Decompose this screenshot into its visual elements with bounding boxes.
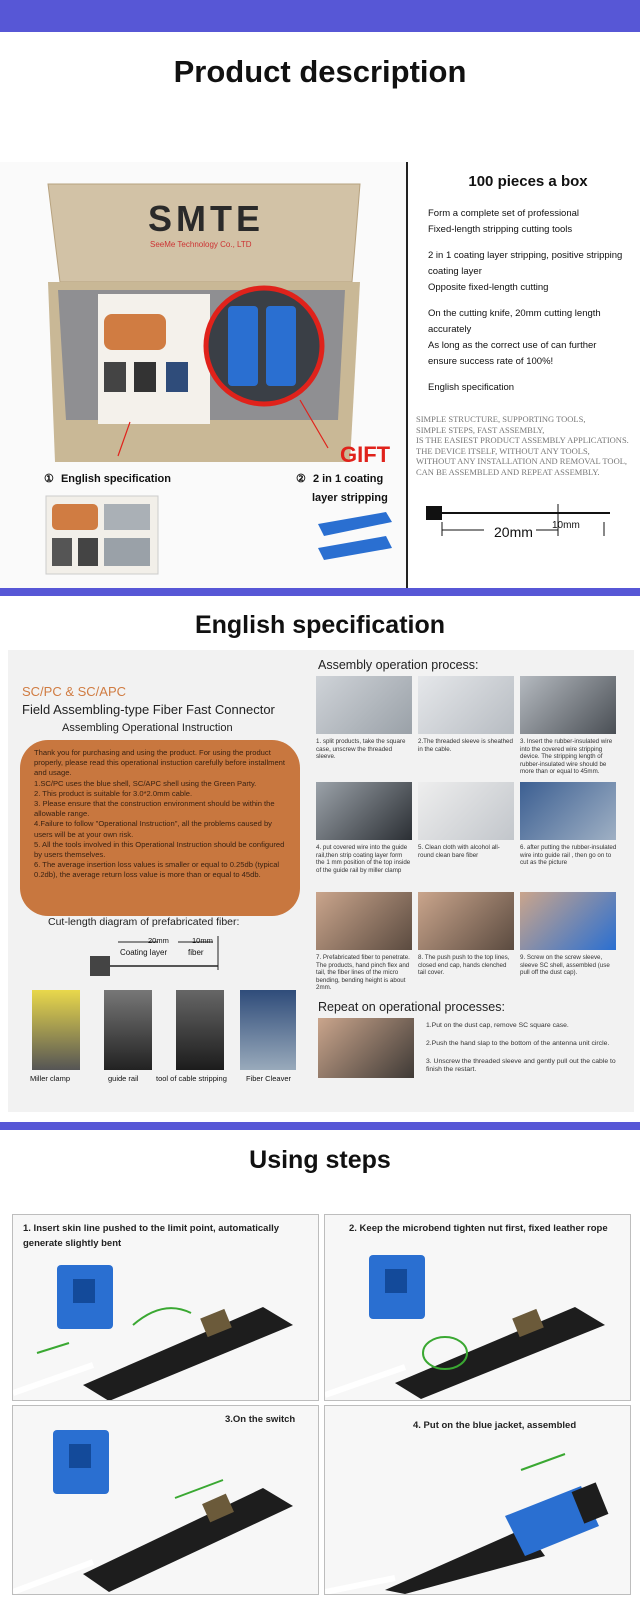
spec-line: Fixed-length stripping cutting tools bbox=[428, 224, 573, 235]
repeat-line: 3. Unscrew the threaded sleeve and gently pull out the cable to finish the restart. bbox=[426, 1058, 616, 1073]
tool-photo-fiber-cleaver bbox=[240, 990, 296, 1070]
cut-length-title: Cut-length diagram of prefabricated fiber: bbox=[48, 916, 240, 928]
step-photo-8 bbox=[418, 892, 514, 950]
step-caption: 4. put covered wire into the guide rail,then strip coating layer form the 1 mm position of the top inside of the guide rail by miller clamp bbox=[316, 844, 411, 874]
caps-line: SIMPLE STRUCTURE, SUPPORTING TOOLS, bbox=[416, 414, 586, 424]
panel-caption: 4. Put on the blue jacket, assembled bbox=[413, 1420, 577, 1431]
spec-line: On the cutting knife, 20mm cutting length accurately bbox=[428, 308, 601, 335]
cut-10mm: 10mm bbox=[192, 936, 213, 945]
section-divider-bar bbox=[0, 588, 640, 596]
intro-box bbox=[20, 740, 300, 916]
using-step-panel-1 bbox=[12, 1214, 319, 1401]
step-photo-3 bbox=[520, 676, 616, 734]
intro-line: 1.SC/PC uses the blue shell, SC/APC shell using the Green Party. bbox=[34, 778, 257, 788]
step-photo-2 bbox=[418, 676, 514, 734]
connector-illustration bbox=[325, 1215, 630, 1400]
intro-line: 3. Please ensure that the construction environment should be within the allowable range. bbox=[34, 799, 275, 819]
step-photo-1 bbox=[316, 676, 412, 734]
caps-line: CAN BE ASSEMBLED AND REPEAT ASSEMBLY. bbox=[416, 466, 600, 477]
repeat-line: 2.Push the hand slap to the bottom of the antenna unit circle. bbox=[426, 1040, 610, 1047]
tool-label: guide rail bbox=[108, 1074, 139, 1083]
box-logo-subtitle: SeeMe Technology Co., LTD bbox=[150, 240, 252, 249]
using-step-panel-3 bbox=[12, 1405, 319, 1595]
connector-illustration bbox=[325, 1406, 630, 1594]
step-photo-7 bbox=[316, 892, 412, 950]
step-caption: 5. Clean cloth with alcohol all-round clean bare fiber bbox=[418, 844, 500, 859]
dim-20mm-label: 20mm bbox=[494, 524, 533, 540]
caps-line: SIMPLE STEPS, FAST ASSEMBLY, bbox=[416, 424, 545, 435]
label-english-spec-text: English specification bbox=[60, 473, 171, 485]
connector-illustration bbox=[13, 1406, 318, 1594]
tool-photo-guide-rail bbox=[104, 990, 152, 1070]
spec-line: Form a complete set of professional bbox=[428, 208, 580, 219]
intro-line: 2. This product is suitable for 3.0*2.0mm cable. bbox=[34, 788, 193, 798]
panel-caption: 3.On the switch bbox=[225, 1414, 296, 1425]
top-accent-bar bbox=[0, 0, 640, 32]
box-title: 100 pieces a box bbox=[468, 173, 588, 190]
doc-subtitle: Assembling Operational Instruction bbox=[62, 722, 233, 734]
column-divider bbox=[406, 162, 408, 588]
doc-title: Field Assembling-type Fiber Fast Connector bbox=[22, 702, 275, 717]
repeat-line: 1.Put on the dust cap, remove SC square case. bbox=[426, 1022, 569, 1029]
step-caption: 9. Screw on the screw sleeve, sleeve SC shell, assembled (use pull off the dust cap). bbox=[520, 954, 610, 976]
repeat-title: Repeat on operational processes: bbox=[318, 1000, 505, 1014]
repeat-photo bbox=[318, 1018, 414, 1078]
using-step-panel-2 bbox=[324, 1214, 631, 1401]
intro-line: 6. The average insertion loss values is smaller or equal to 0.25db (typical 0.2db), the average return loss value is more than or equal to 45db. bbox=[34, 860, 280, 880]
tool-photo-stripping bbox=[176, 990, 224, 1070]
panel-caption: 1. Insert skin line pushed to the limit point, automatically generate slightly bent bbox=[23, 1223, 280, 1249]
doc-type: SC/PC & SC/APC bbox=[22, 684, 127, 699]
spec-line: 2 in 1 coating layer stripping, positive stripping coating layer bbox=[428, 250, 623, 277]
step-photo-6 bbox=[520, 782, 616, 840]
label-number-1: ① bbox=[44, 473, 54, 485]
section-divider-bar bbox=[0, 1122, 640, 1130]
step-caption: 7. Prefabricated fiber to penetrate. The products, hand pinch flex and tail, the fiber lines of the micro bending, bending height is about 2mm. bbox=[316, 954, 410, 991]
spec-line: Opposite fixed-length cutting bbox=[428, 282, 549, 293]
assembly-title: Assembly operation process: bbox=[318, 658, 479, 672]
gift-label: GIFT bbox=[340, 442, 391, 467]
spec-line: English specification bbox=[428, 382, 515, 393]
connector-illustration bbox=[13, 1215, 318, 1400]
caps-line: IS THE EASIEST PRODUCT ASSEMBLY APPLICATIONS. bbox=[416, 435, 629, 445]
intro-line: 4.Failure to follow "Operational Instruction", all the problems caused by users will be at your own risk. bbox=[34, 819, 272, 839]
product-box-photo bbox=[0, 162, 406, 588]
label-english-spec bbox=[44, 472, 171, 485]
box-logo: SMTE bbox=[148, 198, 265, 239]
step-caption: 6. after putting the rubber-insulated wire into guide rail , then go on to cut as the picture bbox=[520, 844, 617, 866]
using-step-panel-4 bbox=[324, 1405, 631, 1595]
instruction-sheet bbox=[8, 650, 634, 1112]
step-caption: 2.The threaded sleeve is sheathed in the cable. bbox=[418, 738, 513, 753]
label-coating-stripping bbox=[296, 470, 388, 508]
tool-photo-miller-clamp bbox=[32, 990, 80, 1070]
cut-20mm: 20mm bbox=[148, 936, 169, 945]
caps-line: WITHOUT ANY INSTALLATION AND REMOVAL TOOL, bbox=[416, 456, 628, 466]
label-coating-line1: 2 in 1 coating bbox=[312, 473, 384, 485]
step-caption: 3. Insert the rubber-insulated wire into the covered wire stripping device. The stripping length of rubber-insulated wire should be more than or equal to 45mm. bbox=[520, 738, 613, 775]
caps-description bbox=[416, 414, 638, 477]
dim-10mm-label: 10mm bbox=[552, 520, 580, 531]
section-heading-product-description: Product description bbox=[173, 54, 467, 89]
section-heading-using-steps: Using steps bbox=[249, 1146, 391, 1174]
caps-line: THE DEVICE ITSELF, WITHOUT ANY TOOLS, bbox=[416, 445, 590, 456]
section-heading-english-specification: English specification bbox=[194, 611, 446, 639]
intro-line: Thank you for purchasing and using the product. For using the product properly, please read this operational instuction carefully before installment and usage. bbox=[34, 748, 286, 778]
tool-label: tool of cable stripping bbox=[156, 1074, 227, 1083]
cut-fiber-label: fiber bbox=[188, 948, 204, 957]
step-photo-9 bbox=[520, 892, 616, 950]
box-spec-column bbox=[428, 170, 628, 406]
label-number-2: ② bbox=[296, 473, 306, 485]
step-photo-4 bbox=[316, 782, 412, 840]
cut-coating-label: Coating layer bbox=[120, 948, 168, 957]
tool-label: Miller clamp bbox=[30, 1074, 71, 1083]
step-caption: 1. split products, take the square case, unscrew the threaded sleeve. bbox=[316, 738, 406, 760]
spec-line: As long as the correct use of can further ensure success rate of 100%! bbox=[428, 340, 597, 367]
intro-line: 5. All the tools involved in this Operational Instruction should be configured by users themselves. bbox=[34, 839, 285, 860]
tool-label: Fiber Cleaver bbox=[246, 1074, 292, 1083]
label-coating-line2: layer stripping bbox=[312, 492, 388, 504]
step-caption: 8. The push push to the top lines, closed end cap, hands clenched tail cover. bbox=[418, 954, 510, 976]
panel-caption: 2. Keep the microbend tighten nut first, fixed leather rope bbox=[349, 1223, 608, 1234]
step-photo-5 bbox=[418, 782, 514, 840]
